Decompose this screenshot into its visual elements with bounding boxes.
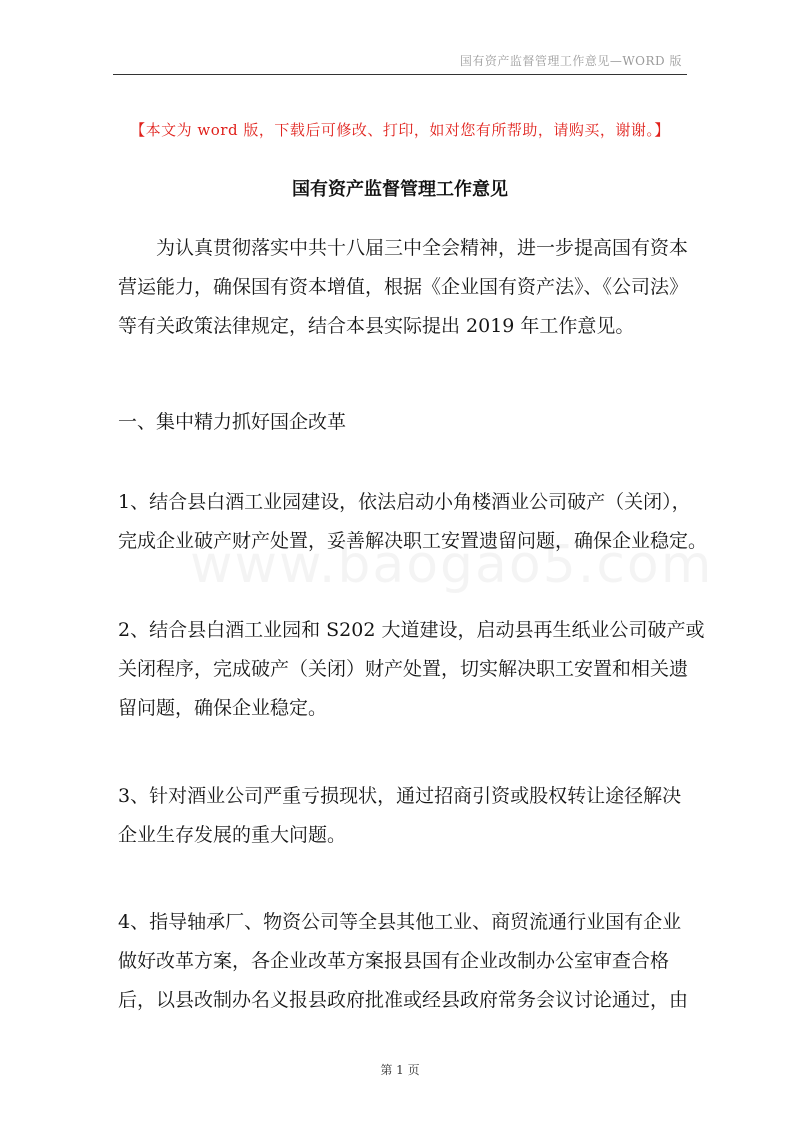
paragraph-line: 关闭程序，完成破产（关闭）财产处置，切实解决职工安置和相关遗 — [118, 658, 689, 680]
page-number: 第 1 页 — [380, 1063, 420, 1077]
download-notice: 【本文为 word 版，下载后可修改、打印，如对您有所帮助，请购买，谢谢。】 — [130, 121, 670, 139]
watermark — [190, 535, 713, 595]
paragraph-line: 为认真贯彻落实中共十八届三中全会精神，进一步提高国有资本 — [156, 237, 689, 259]
paragraph-line: 企业生存发展的重大问题。 — [118, 824, 347, 846]
paragraph-line: 3、针对酒业公司严重亏损现状，通过招商引资或股权转让途径解决 — [118, 785, 682, 807]
section-heading: 一、集中精力抓好国企改革 — [118, 411, 347, 433]
paragraph-line: 后，以县改制办名义报县政府批准或经县政府常务会议讨论通过，由 — [118, 989, 689, 1011]
paragraph-line: 留问题，确保企业稳定。 — [118, 697, 328, 719]
paragraph-line: 2、结合县白酒工业园和 S202 大道建设，启动县再生纸业公司破产或 — [118, 619, 705, 641]
paragraph-line: 做好改革方案，各企业改革方案报县国有企业改制办公室审查合格 — [118, 950, 670, 972]
paragraph-line: 4、指导轴承厂、物资公司等全县其他工业、商贸流通行业国有企业 — [118, 911, 682, 933]
header-divider — [113, 74, 687, 75]
paragraph-line: 1、结合县白酒工业园建设，依法启动小角楼酒业公司破产（关闭）， — [118, 491, 691, 513]
document-title: 国有资产监督管理工作意见 — [292, 179, 508, 200]
intro-paragraph — [118, 229, 689, 346]
paragraph-line: 营运能力，确保国有资本增值，根据《企业国有资产法》、《公司法》 — [118, 276, 689, 298]
running-header: 国有资产监督管理工作意见—WORD 版 — [459, 54, 682, 68]
item-2-paragraph — [118, 611, 705, 728]
item-3-paragraph — [118, 777, 684, 855]
item-4-paragraph — [118, 903, 689, 1020]
paragraph-line: 完成企业破产财产处置，妥善解决职工安置遗留问题，确保企业稳定。 — [118, 530, 708, 552]
paragraph-line: 等有关政策法律规定，结合本县实际提出 2019 年工作意见。 — [118, 315, 635, 337]
